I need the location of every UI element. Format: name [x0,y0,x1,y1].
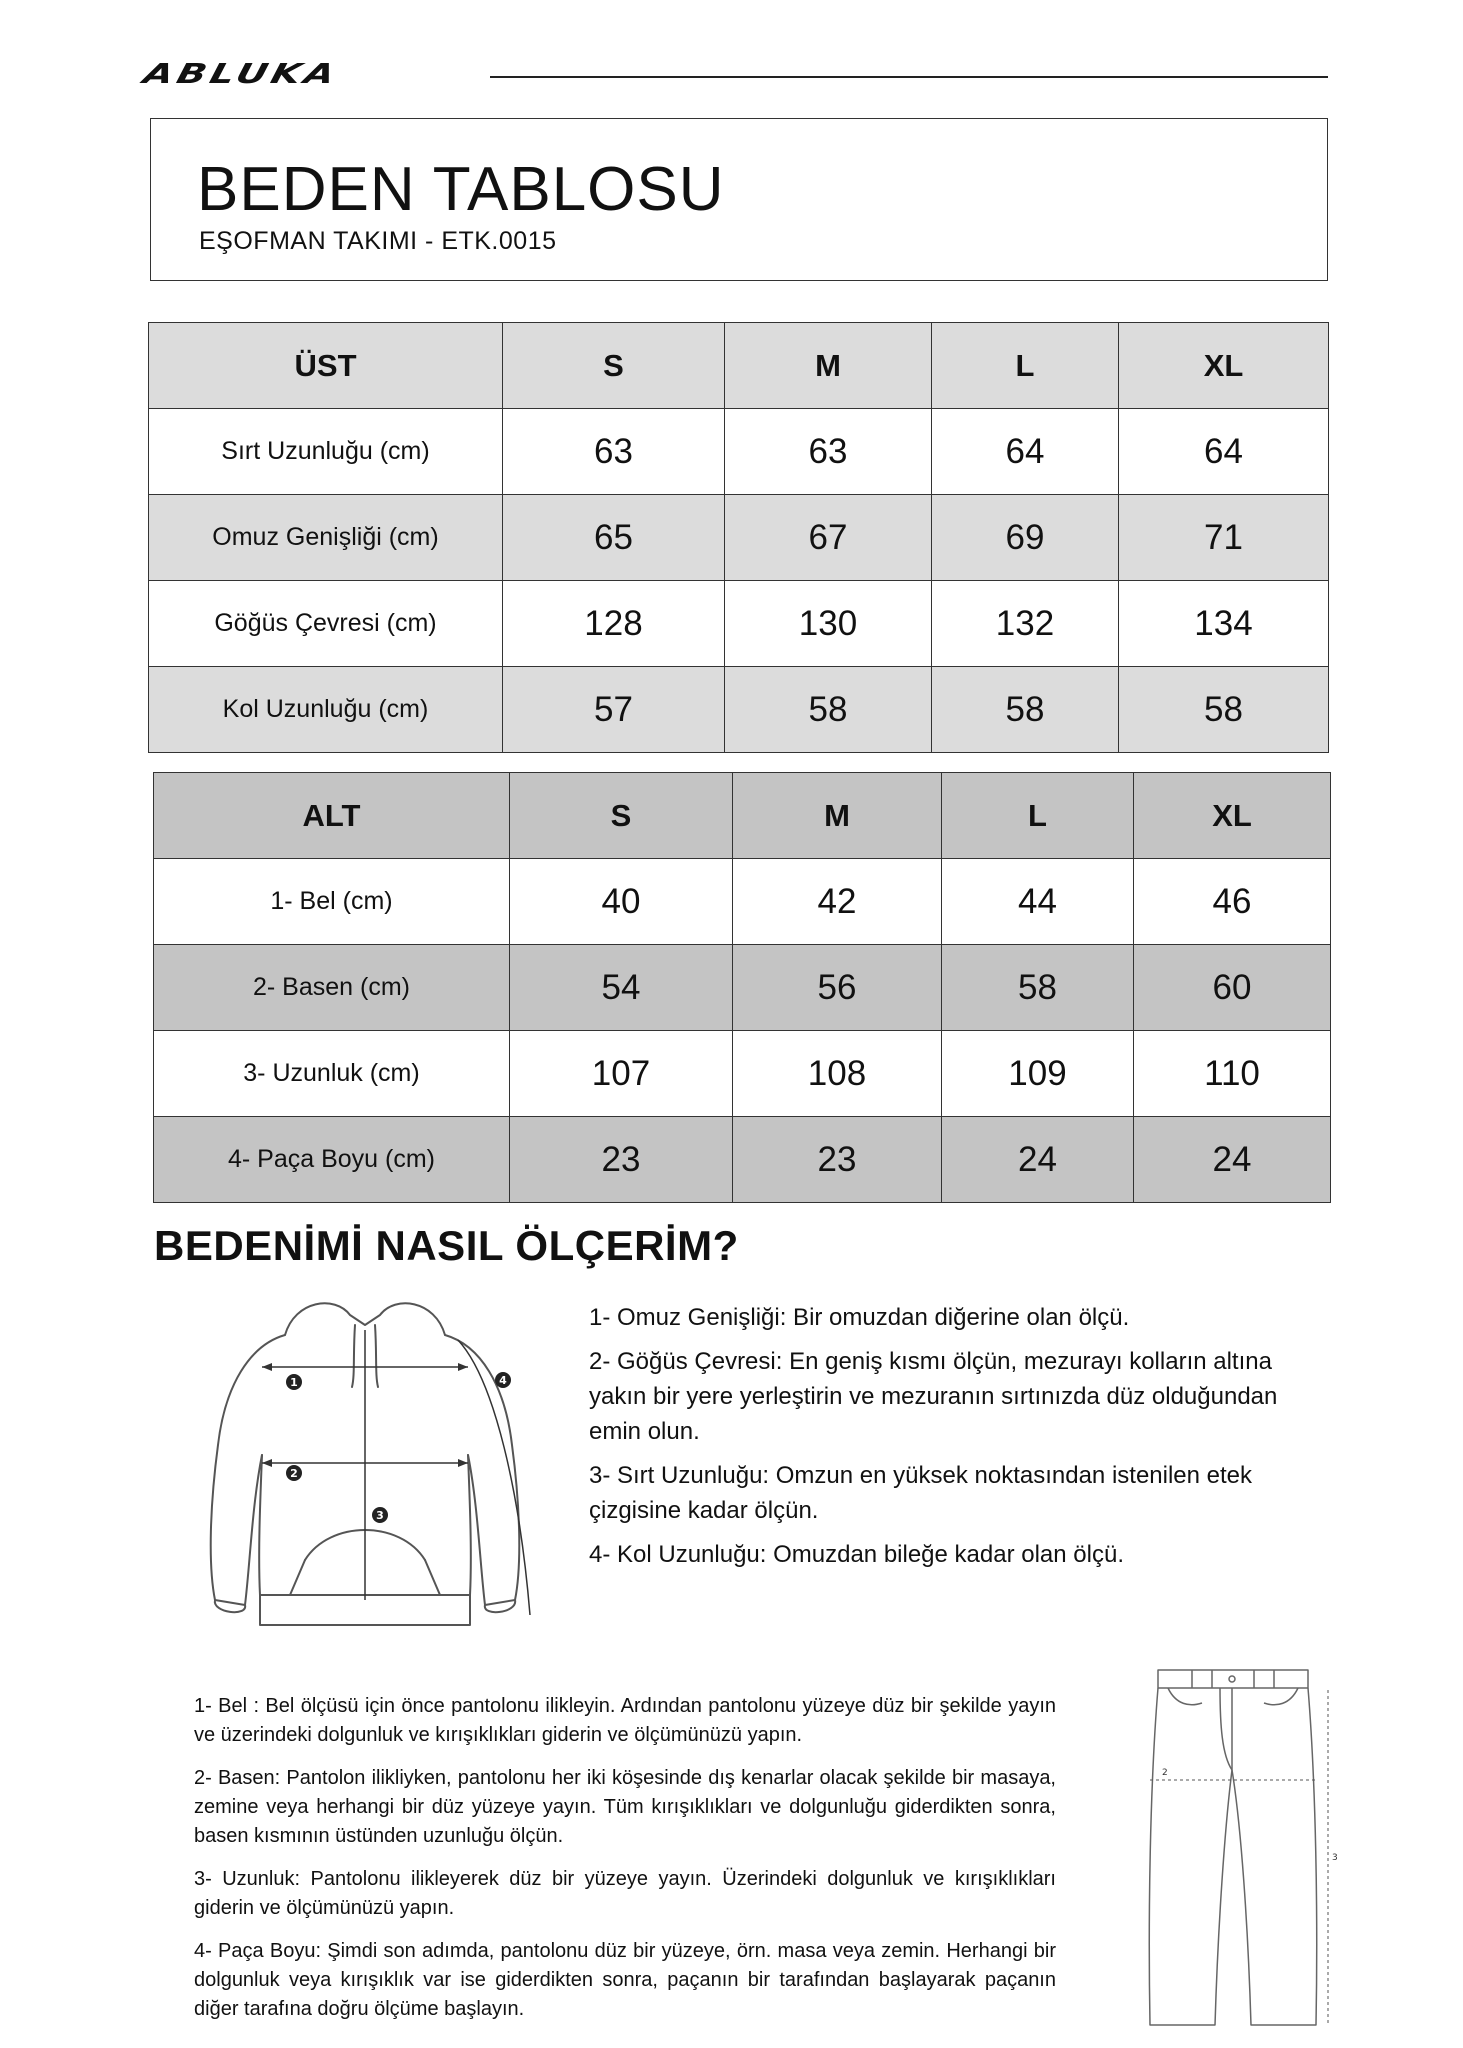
value-cell: 60 [1134,945,1331,1031]
table-row [154,945,1331,1031]
table-row [149,667,1329,753]
bottom-size-table [153,772,1331,1203]
header-cell-s: S [503,323,725,409]
value-cell: 40 [510,859,733,945]
value-cell: 23 [733,1117,942,1203]
hoodie-instructions [589,1300,1334,1581]
row-label: Kol Uzunluğu (cm) [149,667,503,753]
table-row [149,581,1329,667]
header-cell-m: M [725,323,932,409]
marker-4-label: 4 [499,1374,507,1387]
marker-1-label: 1 [290,1376,298,1389]
pants-measurement-illustration [1120,1665,1342,2035]
value-cell: 64 [1119,409,1329,495]
top-size-table [148,322,1329,753]
brand-logo: ABLUKA [140,58,343,90]
value-cell: 130 [725,581,932,667]
value-cell: 24 [1134,1117,1331,1203]
value-cell: 42 [733,859,942,945]
value-cell: 23 [510,1117,733,1203]
header-cell-m: M [733,773,942,859]
pant-instructions [194,1692,1056,2038]
header-cell-l: L [932,323,1119,409]
page-header [140,58,1328,92]
table-row [154,859,1331,945]
pants-marker-3: 3 [1332,1853,1338,1863]
instruction-item: 4- Paça Boyu: Şimdi son adımda, pantolonu düz bir yüzeye, örn. masa veya zemin. Herhangi bir dolgunluk veya kırışıklık var ise giderdikten sonra, paçanın bir tarafından başlayarak paçanın diğer tarafına doğru ölçüme başlayın. [194,1940,1056,2020]
instruction-item: 4- Kol Uzunluğu: Omuzdan bileğe kadar olan ölçü. [589,1541,1124,1568]
value-cell: 46 [1134,859,1331,945]
value-cell: 58 [942,945,1134,1031]
value-cell: 107 [510,1031,733,1117]
marker-3-label: 3 [376,1509,384,1522]
value-cell: 69 [932,495,1119,581]
how-to-measure-title: BEDENİMİ NASIL ÖLÇERİM? [154,1222,739,1269]
instruction-item: 2- Göğüs Çevresi: En geniş kısmı ölçün, mezurayı kolların altına yakın bir yere yerleştirin ve mezuranın sırtınızda düz olduğundan emin olun. [589,1348,1278,1445]
value-cell: 108 [733,1031,942,1117]
value-cell: 44 [942,859,1134,945]
header-cell-xl: XL [1119,323,1329,409]
row-label: 1- Bel (cm) [154,859,510,945]
header-cell-xl: XL [1134,773,1331,859]
value-cell: 64 [932,409,1119,495]
instruction-item: 2- Basen: Pantolon ilikliyken, pantolonu her iki köşesinde dış kenarlar olacak şekilde bir masaya, zemine veya herhangi bir düz yüzeye yayın. Tüm kırışıklıkları ve dolgunluğu giderdikten sonra, basen kısmının üstünden uzunluğu ölçün. [194,1767,1056,1847]
title-box [150,118,1328,281]
value-cell: 58 [1119,667,1329,753]
value-cell: 132 [932,581,1119,667]
row-label: 2- Basen (cm) [154,945,510,1031]
value-cell: 110 [1134,1031,1331,1117]
header-divider [490,76,1328,78]
value-cell: 109 [942,1031,1134,1117]
pants-marker-2: 2 [1162,1768,1168,1778]
value-cell: 63 [503,409,725,495]
value-cell: 24 [942,1117,1134,1203]
value-cell: 65 [503,495,725,581]
value-cell: 67 [725,495,932,581]
table-header-row [149,323,1329,409]
instruction-item: 1- Bel : Bel ölçüsü için önce pantolonu ilikleyin. Ardından pantolonu yüzeye düz bir şekilde yayın ve üzerindeki dolgunluk ve kırışıklıkları giderin ve ölçümünüzü yapın. [194,1695,1056,1746]
table-row [154,1031,1331,1117]
value-cell: 134 [1119,581,1329,667]
marker-2-label: 2 [290,1467,298,1480]
row-label: 3- Uzunluk (cm) [154,1031,510,1117]
value-cell: 54 [510,945,733,1031]
value-cell: 71 [1119,495,1329,581]
hoodie-measurement-illustration [190,1295,540,1640]
instruction-item: 1- Omuz Genişliği: Bir omuzdan diğerine olan ölçü. [589,1304,1130,1331]
table-row [149,409,1329,495]
value-cell: 63 [725,409,932,495]
header-cell-category: ALT [154,773,510,859]
row-label: Omuz Genişliği (cm) [149,495,503,581]
header-cell-l: L [942,773,1134,859]
value-cell: 128 [503,581,725,667]
header-cell-category: ÜST [149,323,503,409]
table-row [154,1117,1331,1203]
row-label: Sırt Uzunluğu (cm) [149,409,503,495]
value-cell: 57 [503,667,725,753]
value-cell: 58 [725,667,932,753]
page-title: BEDEN TABLOSU [197,155,725,224]
table-row [149,495,1329,581]
row-label: Göğüs Çevresi (cm) [149,581,503,667]
row-label: 4- Paça Boyu (cm) [154,1117,510,1203]
instruction-item: 3- Uzunluk: Pantolonu ilikleyerek düz bir yüzeye yayın. Üzerindeki dolgunluk ve kırışıklıkları giderin ve ölçümünüzü yapın. [194,1868,1056,1919]
instruction-item: 3- Sırt Uzunluğu: Omzun en yüksek noktasından istenilen etek çizgisine kadar ölçün. [589,1462,1253,1524]
table-header-row [154,773,1331,859]
product-subtitle: EŞOFMAN TAKIMI - ETK.0015 [199,227,557,255]
header-cell-s: S [510,773,733,859]
value-cell: 56 [733,945,942,1031]
value-cell: 58 [932,667,1119,753]
